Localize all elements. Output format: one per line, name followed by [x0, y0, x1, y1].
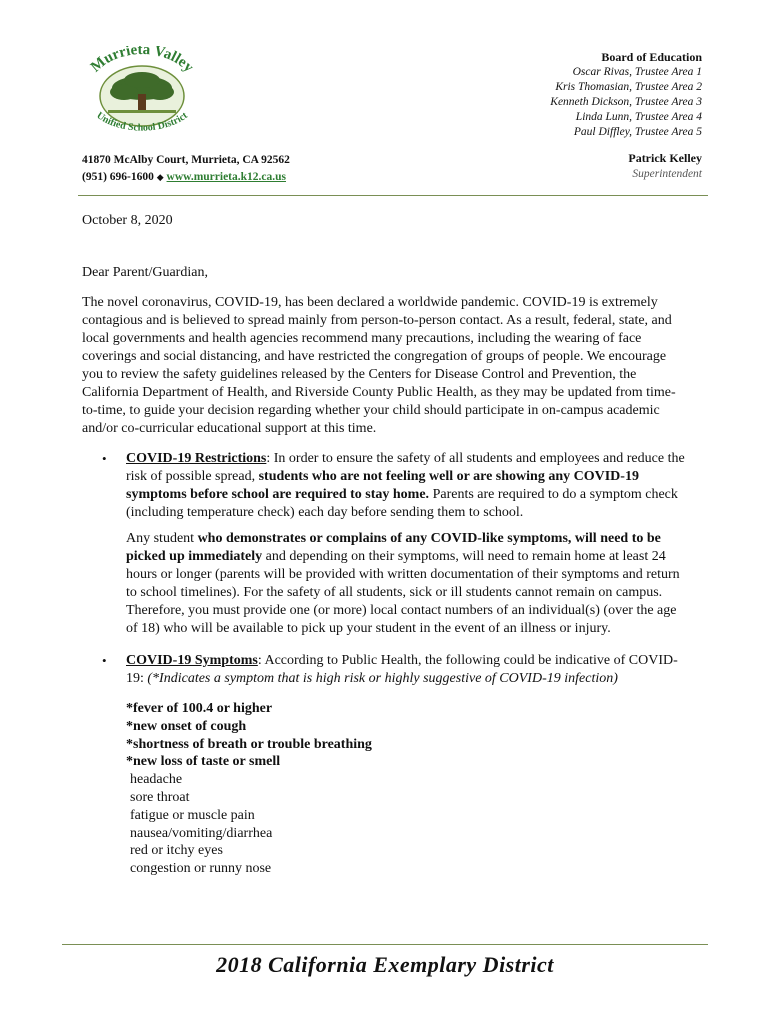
superintendent-name: Patrick Kelley	[628, 151, 702, 165]
list-item: nausea/vomiting/diarrhea	[130, 825, 273, 841]
trustee-5: Paul Diffley, Trustee Area 5	[573, 126, 702, 138]
diamond-separator-icon: ◆	[156, 172, 164, 182]
pickup-bold: who demonstrates or complains of any COVID-like symptoms, will need to be picked up immediately	[126, 531, 661, 564]
symptoms-text: : According to Public Health, the following could be indicative of COVID-19:	[126, 653, 678, 686]
board-of-education	[550, 50, 702, 140]
letter-greeting: Dear Parent/Guardian,	[82, 265, 208, 280]
street-address: 41870 McAlby Court, Murrieta, CA 92562	[82, 154, 290, 166]
symptom-list	[126, 700, 688, 878]
restrictions-bold-1: students who are not feeling well or are showing any COVID-19 symptoms before school are required to stay home.	[126, 469, 639, 502]
pickup-text-1: Any student	[126, 531, 198, 546]
footer-tagline: 2018 California Exemplary District	[216, 952, 554, 977]
website-link[interactable]: www.murrieta.k12.ca.us	[166, 171, 287, 183]
restrictions-bullet	[82, 450, 688, 522]
logo-bottom-text: Unified School District	[94, 110, 190, 134]
pickup-paragraph	[82, 530, 688, 638]
superintendent-block	[628, 150, 702, 182]
trustee-2: Kris Thomasian, Trustee Area 2	[555, 81, 702, 93]
pickup-text-2: and depending on their symptoms, will need to remain home at least 24 hours or longer (parents will be provided with written documentation of their symptoms and return to school timelines). For the safety of all students, sick or ill students cannot remain on campus. Therefore, you must provide one (or more) local contact numbers of an individual(s) (over the age of 18) who will be available to pick up your student in the event of an illness or injury.	[126, 549, 680, 636]
list-item: *shortness of breath or trouble breathing	[126, 736, 372, 752]
list-item: *new loss of taste or smell	[126, 754, 281, 770]
list-item: sore throat	[130, 789, 190, 805]
trustee-1: Oscar Rivas, Trustee Area 1	[572, 66, 702, 78]
letter-date: October 8, 2020	[82, 213, 173, 228]
bullet-icon: •	[102, 653, 107, 668]
list-item: fatigue or muscle pain	[130, 807, 255, 823]
phone-number: (951) 696-1600	[82, 171, 154, 183]
footer-divider	[62, 944, 708, 945]
symptoms-note: (*Indicates a symptom that is high risk or highly suggestive of COVID-19 infection)	[147, 671, 618, 686]
board-heading: Board of Education	[601, 50, 702, 64]
restrictions-heading: COVID-19 Restrictions	[126, 451, 267, 466]
letter-body	[82, 212, 688, 878]
trustee-4: Linda Lunn, Trustee Area 4	[575, 111, 702, 123]
symptoms-heading: COVID-19 Symptoms	[126, 653, 258, 668]
superintendent-title: Superintendent	[632, 168, 702, 180]
oak-tree-seal-icon	[78, 46, 206, 138]
contact-line	[82, 169, 290, 186]
restrictions-text-2: Parents are required to do a symptom check (including temperature check) each day before sending them to school.	[126, 487, 678, 520]
trustee-3: Kenneth Dickson, Trustee Area 3	[550, 96, 702, 108]
intro-paragraph: The novel coronavirus, COVID-19, has been declared a worldwide pandemic. COVID-19 is extremely contagious and is believed to spread mainly from person-to-person contact. As a result, federal, state, and local governments and health agencies recommend many precautions, including the wearing of face coverings and social distancing, and have restricted the congregation of groups of people. We encourage you to review the safety guidelines released by the Centers for Disease Control and Prevention, the California Department of Health, and Riverside County Public Health, as they may be updated from time-to-time, to guide your decision regarding whether your child should participate in on-campus academic and/or co-curricular educational support at this time.	[82, 295, 676, 436]
list-item: *new onset of cough	[126, 718, 247, 734]
bullet-icon: •	[102, 451, 107, 466]
district-logo	[78, 46, 206, 138]
header-divider	[78, 195, 708, 196]
list-item: red or itchy eyes	[130, 843, 223, 859]
logo-top-text: Murrieta Valley	[87, 46, 197, 76]
district-address	[82, 152, 290, 186]
list-item: *fever of 100.4 or higher	[126, 701, 273, 716]
restrictions-text-1: : In order to ensure the safety of all students and employees and reduce the risk of possible spread,	[126, 451, 685, 484]
list-item: headache	[130, 772, 183, 788]
symptoms-bullet	[82, 652, 688, 688]
list-item: congestion or runny nose	[130, 861, 272, 877]
